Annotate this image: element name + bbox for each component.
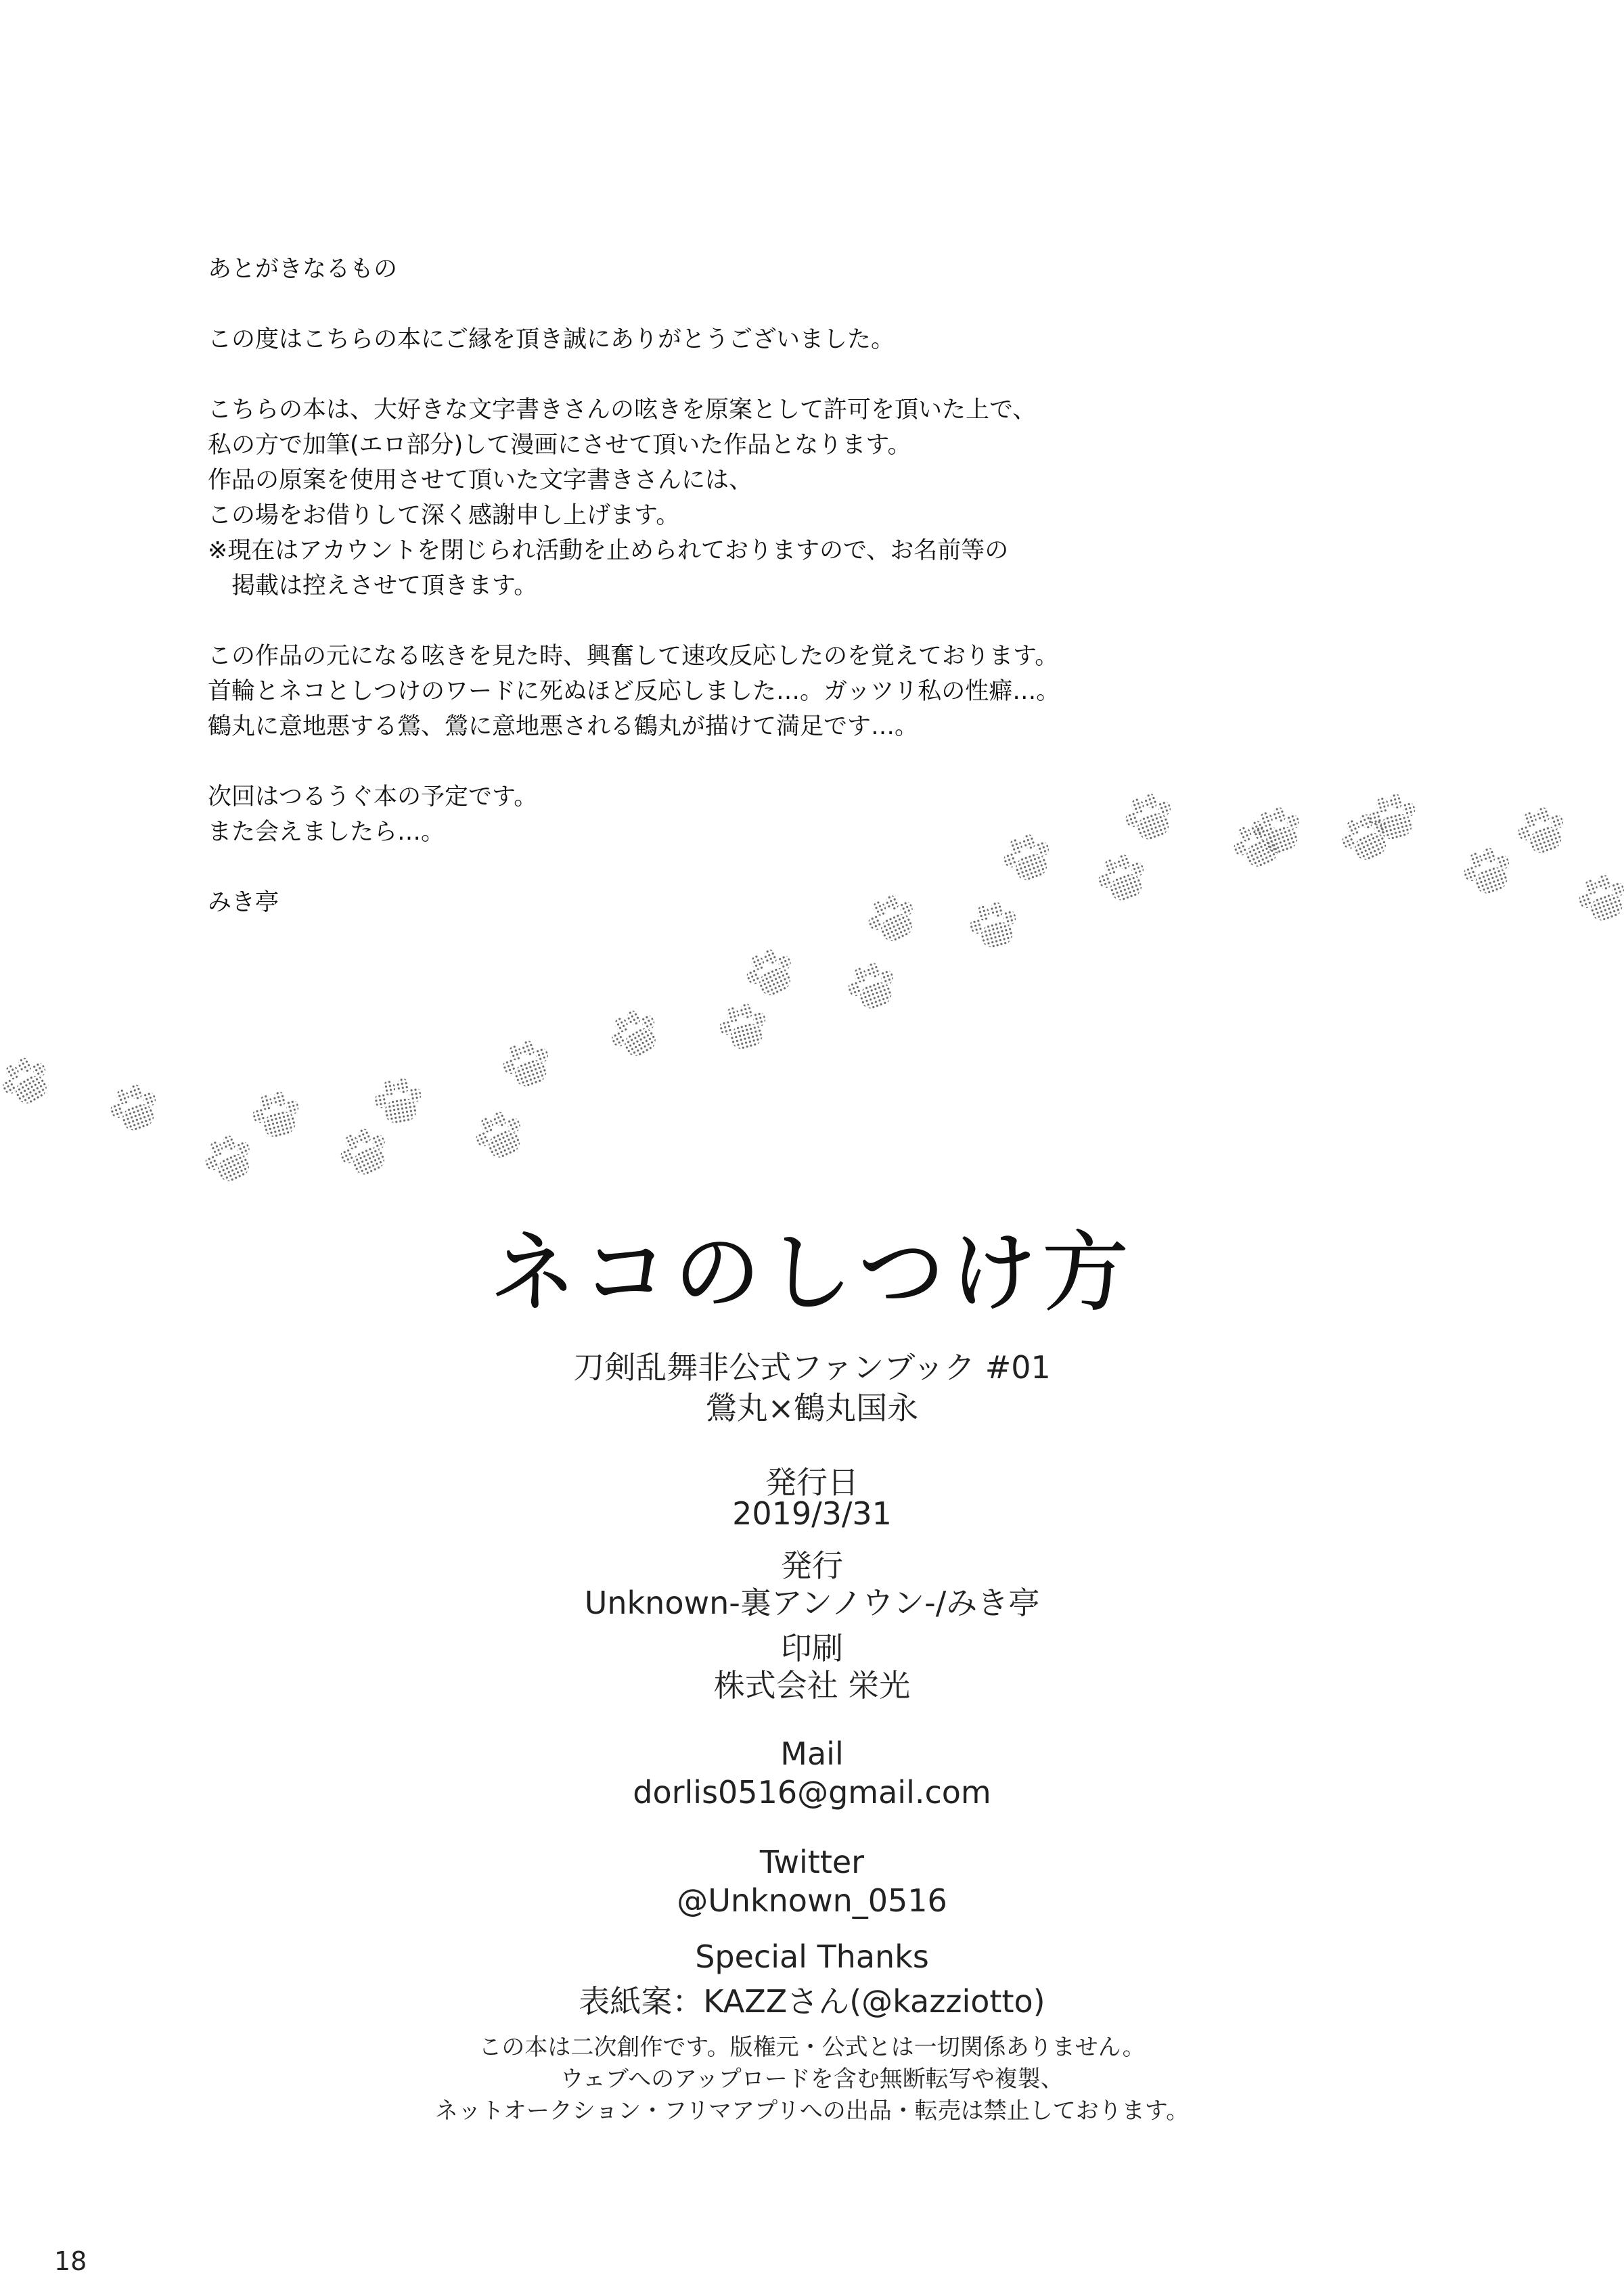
paw-print-icon xyxy=(1458,842,1517,901)
paw-print-icon xyxy=(1120,788,1179,846)
afterword-paragraph: この度はこちらの本にご縁を頂き誠にありがとうございました。 xyxy=(208,326,895,353)
afterword-signature: みき亭 xyxy=(208,889,279,916)
notice-line: ウェブへのアップロードを含む無断転写や複製、 xyxy=(560,2066,1064,2093)
afterword-heading: あとがきなるもの xyxy=(208,256,398,283)
page-number: 18 xyxy=(54,2246,87,2276)
publisher-label: 発行 xyxy=(781,1547,843,1584)
subtitle: 刀剣乱舞非公式ファンブック #01 xyxy=(573,1349,1051,1386)
paw-print-icon xyxy=(998,829,1057,887)
paw-print-icon xyxy=(469,1106,530,1166)
book-title-text: ネコのしつけ方 xyxy=(489,1223,1135,1323)
issue-date-label: 発行日 xyxy=(765,1464,859,1501)
paw-print-icon xyxy=(1573,869,1624,928)
notice-line: ネットオークション・フリマアプリへの出品・転売は禁止しております。 xyxy=(434,2097,1190,2125)
publisher: Unknown-裏アンノウン-/みき亭 xyxy=(584,1585,1040,1621)
paw-print-icon xyxy=(105,1079,164,1137)
paw-print-icon xyxy=(715,999,772,1055)
paw-print-icon xyxy=(371,1076,425,1128)
twitter-handle: @Unknown_0516 xyxy=(677,1882,947,1919)
issue-date: 2019/3/31 xyxy=(732,1495,892,1532)
paw-print-icon xyxy=(497,1035,556,1093)
afterword-paragraph: この作品の元になる呟きを見た時、興奮して速攻反応したのを覚えております。 首輪とネコとしつけのワードに死ぬほど反応しました…。ガッツリ私の性癖…。 鶴丸に意地悪する鶯、鶯に意地悪される鶴丸が描けて満足です…。 xyxy=(208,643,1060,740)
mail-label: Mail xyxy=(780,1735,844,1772)
paw-print-icon xyxy=(248,1087,305,1143)
afterword-paragraph: こちらの本は、大好きな文字書きさんの呟きを原案として許可を頂いた上で、 私の方で加筆(エロ部分)して漫画にさせて頂いた作品となります。 作品の原案を使用させて頂いた文字書きさんには、 この場をお借りして深く感謝申し上げます。 ※現在はアカウントを閉じられ活動を止められておりますので、お名前等の 掲載は控えさせて頂きます。 xyxy=(208,396,1037,599)
special-thanks: 表紙案：KAZZさん(@kazziotto) xyxy=(579,1983,1045,2020)
paw-print-icon xyxy=(740,943,800,1003)
printer: 株式会社 栄光 xyxy=(713,1667,911,1704)
special-thanks-label: Special Thanks xyxy=(695,1938,929,1975)
paw-print-icon xyxy=(334,1122,394,1183)
mail-address: dorlis0516@gmail.com xyxy=(633,1774,991,1811)
paw-print-icon xyxy=(966,898,1022,953)
twitter-label: Twitter xyxy=(759,1844,865,1880)
book-title xyxy=(0,1218,1624,1340)
notice-line: この本は二次創作です。版権元・公式とは一切関係ありません。 xyxy=(478,2034,1146,2061)
paw-print-icon xyxy=(0,1051,58,1113)
paw-print-icon xyxy=(198,1129,259,1189)
paw-print-icon xyxy=(1512,802,1571,860)
paw-print-icon xyxy=(861,889,922,949)
paw-print-icon xyxy=(604,1003,667,1066)
pairing: 鶯丸×鶴丸国永 xyxy=(705,1390,919,1426)
afterword-paragraph: 次回はつるうぐ本の予定です。 また会えましたら…。 xyxy=(208,784,538,846)
paw-print-icon xyxy=(1093,849,1152,907)
paw-print-icon xyxy=(842,957,901,1016)
printer-label: 印刷 xyxy=(781,1630,843,1666)
